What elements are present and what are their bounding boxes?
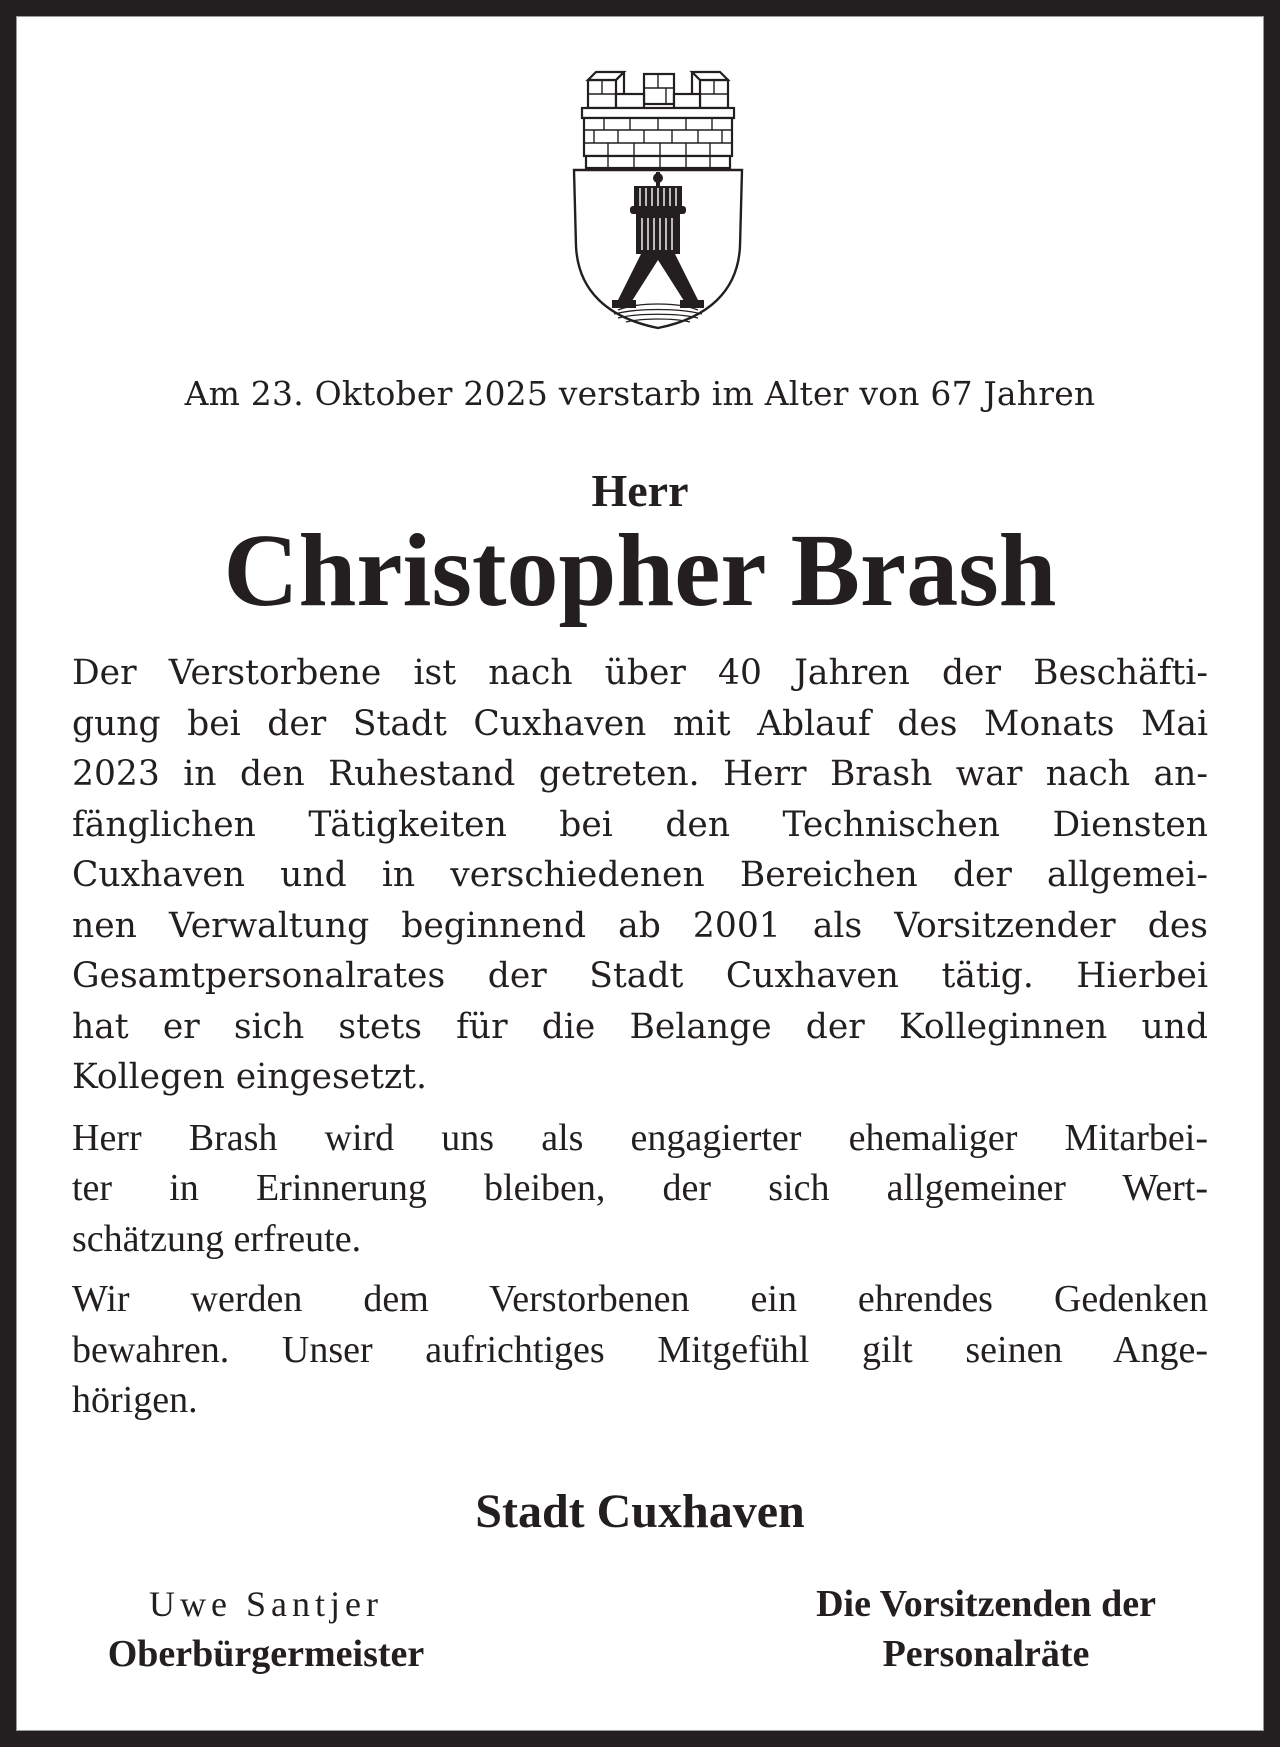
salutation: Herr (591, 465, 689, 516)
death-announcement-line: Am 23. Oktober 2025 verstarb im Alter von 67 Jahren (184, 374, 1096, 413)
text-line: ter in Erinnerung bleiben, der sich allgemeiner Wert- (72, 1167, 1208, 1209)
text-line: fänglichen Tätigkeiten bei den Technischen Diensten (72, 804, 1208, 845)
sender-organization: Stadt Cuxhaven (475, 1485, 805, 1538)
signatory-line-1: Die Vorsitzenden der (816, 1583, 1156, 1625)
text-line: Wir werden dem Verstorbenen ein ehrendes Gedenken (72, 1278, 1208, 1320)
text-line: nen Verwaltung beginnend ab 2001 als Vorsitzender des (72, 905, 1208, 946)
text-line: Cuxhaven und in verschiedenen Bereichen der allgemei- (72, 855, 1208, 895)
obituary-notice (16, 16, 1264, 1731)
cuxhaven-coat-of-arms-icon (568, 66, 748, 331)
text-line: Kollegen eingesetzt. (72, 1057, 427, 1097)
signature-staff-council (766, 1579, 1206, 1679)
text-line: Gesamtpersonalrates der Stadt Cuxhaven tätig. Hierbei (72, 956, 1208, 996)
text-line: bewahren. Unser aufrichtiges Mitgefühl gilt seinen Ange- (72, 1328, 1208, 1371)
text-line: Herr Brash wird uns als engagierter ehemaliger Mitarbei- (72, 1116, 1208, 1159)
deceased-name: Christopher Brash (223, 513, 1057, 628)
signatory-name: Uwe Santjer (149, 1584, 383, 1624)
text-line: 2023 in den Ruhestand getreten. Herr Brash war nach an- (72, 754, 1208, 794)
signatory-line-2: Personalräte (882, 1633, 1090, 1675)
text-line: Der Verstorbene ist nach über 40 Jahren der Beschäfti- (72, 653, 1208, 693)
paragraph-career (72, 648, 1208, 1103)
paragraph-remembrance (72, 1113, 1208, 1265)
text-line: hat er sich stets für die Belange der Kolleginnen und (72, 1006, 1208, 1047)
paragraph-condolences (72, 1274, 1208, 1426)
text-line: schätzung erfreute. (72, 1217, 362, 1260)
signatory-title: Oberbürgermeister (107, 1633, 425, 1675)
text-line: hörigen. (72, 1379, 198, 1421)
signature-mayor (86, 1579, 446, 1679)
text-line: gung bei der Stadt Cuxhaven mit Ablauf des Monats Mai (72, 703, 1208, 744)
obituary-body (72, 648, 1208, 1436)
